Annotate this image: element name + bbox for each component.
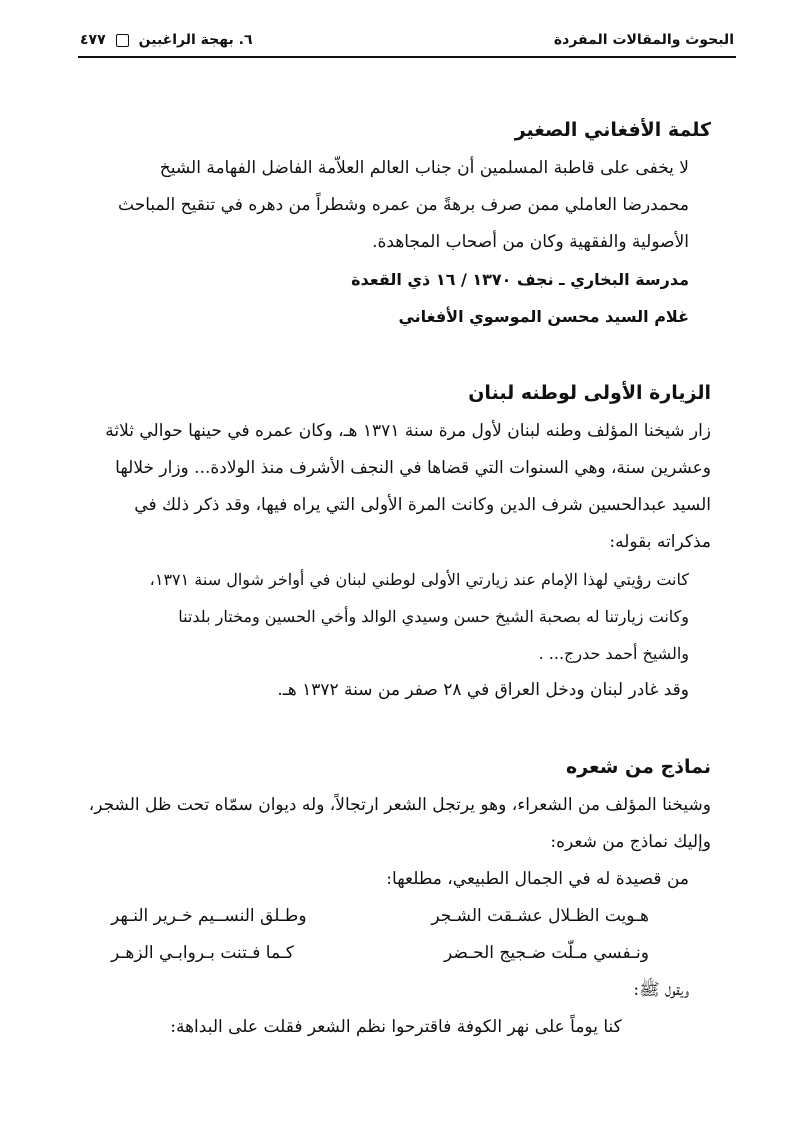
page-number: ٤٧٧ — [80, 32, 106, 48]
closing-line: وقد غادر لبنان ودخل العراق في ٢٨ صفر من سنة ١٣٧٢ هـ. — [277, 680, 689, 700]
page-body — [81, 110, 711, 1046]
section-title-first-visit: الزيارة الأولى لوطنه لبنان — [468, 382, 711, 404]
poem-intro: من قصيدة له في الجمال الطبيعي، مطلعها: — [386, 869, 689, 889]
quote-line: وكانت زيارتنا له بصحبة الشيخ حسن وسيدي الوالد وأخي الحسين ومختار بلدتنا — [178, 607, 689, 626]
book-title: البحوث والمقالات المفردة — [553, 32, 734, 48]
section-title-afghani: كلمة الأفغاني الصغير — [514, 119, 711, 141]
verse-second-hemistich: وطـلق النســيم خـرير النـهر — [111, 906, 307, 926]
paragraph-line: السيد عبدالحسين شرف الدين وكانت المرة الأولى التي يراه فيها، وقد ذكر ذلك في — [134, 495, 711, 515]
verse-row — [81, 935, 711, 972]
signature: غلام السيد محسن الموسوي الأفغاني — [398, 307, 689, 326]
verse-second-hemistich: كـما فـتنت بـروابـي الزهـر — [111, 943, 294, 963]
last-line: كنا يوماً على نهر الكوفة فاقترحوا نظم الشعر فقلت على البداهة: — [170, 1017, 622, 1037]
verse-row — [81, 898, 711, 935]
quote-line: والشيخ أحمد حدرج... . — [538, 644, 689, 663]
paragraph-line: زار شيخنا المؤلف وطنه لبنان لأول مرة سنة ١٣٧١ هـ، وكان عمره في حينها حوالي ثلاثة — [105, 421, 711, 441]
verse-first-hemistich: هـويت الظـلال عشـقت الشـجر — [431, 906, 649, 926]
header-divider — [78, 56, 736, 58]
quote-line: كانت رؤيتي لهذا الإمام عند زيارتي الأولى لوطني لبنان في أواخر شوال سنة ١٣٧١، — [149, 570, 689, 589]
paragraph-line: الأصولية والفقهية وكان من أصحاب المجاهدة. — [372, 232, 689, 252]
chapter-title: ٦. بهجة الراغبين — [138, 32, 253, 48]
paragraph-line: وعشرين سنة، وهي السنوات التي قضاها في النجف الأشرف منذ الولادة... وزار خلالها — [115, 458, 711, 478]
paragraph-line: مذكراته بقوله: — [609, 532, 711, 552]
page-header — [80, 27, 734, 53]
section-title-poetry: نماذج من شعره — [566, 756, 711, 778]
paragraph-line: محمدرضا العاملي ممن صرف برهةً من عمره وشطراً من دهره في تنقيح المباحث — [118, 195, 689, 215]
paragraph-line: وشيخنا المؤلف من الشعراء، وهو يرتجل الشعر ارتجالاً، وله ديوان سمّاه تحت ظل الشجر، — [88, 795, 711, 815]
paragraph-line: لا يخفى على قاطبة المسلمين أن جناب العالم العلاّمة الفاضل الفهامة الشيخ — [159, 158, 689, 178]
verse-first-hemistich: ونـفسي مـلّت ضـجيج الحـضر — [444, 943, 649, 963]
place-date: مدرسة البخاري ـ نجف ١٣٧٠ / ١٦ ذي القعدة — [351, 270, 689, 289]
square-icon — [116, 34, 129, 47]
header-chapter-info — [80, 32, 253, 48]
and-he-says: ويقول ﷺ: — [633, 980, 689, 1000]
paragraph-line: وإليك نماذج من شعره: — [550, 832, 711, 852]
